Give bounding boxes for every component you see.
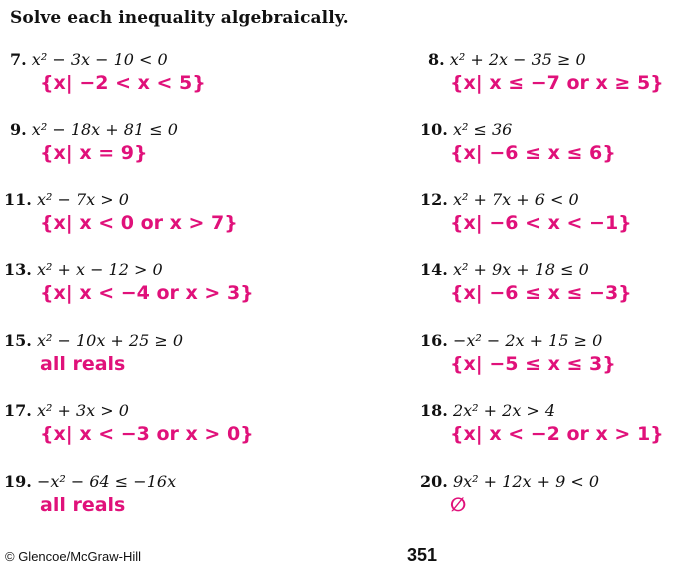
problem-number: 10. [420, 120, 448, 139]
problem-expression: x² + 2x − 35 ≥ 0 [449, 50, 586, 69]
problem-answer: {x| −6 ≤ x ≤ −3} [450, 282, 632, 304]
problem-answer: {x| x ≤ −7 or x ≥ 5} [450, 72, 664, 94]
problem-10 [420, 120, 682, 165]
problem-18 [420, 401, 682, 446]
problem-number: 9. [10, 120, 27, 139]
problem-expression: x² − 10x + 25 ≥ 0 [36, 331, 184, 350]
problem-20 [420, 472, 682, 517]
problem-number: 18. [420, 401, 448, 420]
problem-number: 14. [420, 260, 448, 279]
publisher-credit: © Glencoe/McGraw-Hill [5, 549, 141, 564]
problem-number: 15. [4, 331, 32, 350]
problem-expression: x² − 18x + 81 ≤ 0 [31, 120, 178, 139]
problem-19 [4, 472, 304, 517]
problem-answer: all reals [40, 353, 126, 375]
problem-7 [10, 50, 310, 95]
problem-number: 13. [4, 260, 32, 279]
problem-answer: {x| −2 < x < 5} [40, 72, 206, 94]
problem-expression: 9x² + 12x + 9 < 0 [452, 472, 600, 491]
problem-answer: {x| x < −4 or x > 3} [40, 282, 254, 304]
page-number: 351 [407, 545, 438, 565]
problem-number: 7. [10, 50, 27, 69]
problem-answer: {x| x < 0 or x > 7} [40, 212, 238, 234]
problem-number: 8. [428, 50, 445, 69]
problem-answer: {x| −5 ≤ x ≤ 3} [450, 353, 616, 375]
problem-9 [10, 120, 310, 165]
problem-number: 11. [4, 190, 32, 209]
problem-expression: x² ≤ 36 [452, 120, 513, 139]
problem-number: 12. [420, 190, 448, 209]
problem-14 [420, 260, 682, 305]
problem-11 [4, 190, 304, 235]
problem-expression: x² + 9x + 18 ≤ 0 [452, 260, 589, 279]
problem-expression: −x² − 2x + 15 ≥ 0 [452, 331, 603, 350]
problem-15 [4, 331, 304, 376]
problem-12 [420, 190, 682, 235]
problem-expression: 2x² + 2x > 4 [452, 401, 556, 420]
problem-expression: x² + x − 12 > 0 [36, 260, 163, 279]
problem-answer: {x| x = 9} [40, 142, 148, 164]
problem-expression: −x² − 64 ≤ −16x [36, 472, 177, 491]
problem-16 [420, 331, 682, 376]
page-heading: Solve each inequality algebraically. [10, 8, 349, 28]
problem-expression: x² − 7x > 0 [36, 190, 129, 209]
problem-number: 17. [4, 401, 32, 420]
problem-answer: {x| x < −3 or x > 0} [40, 423, 254, 445]
problem-expression: x² + 7x + 6 < 0 [452, 190, 579, 209]
problem-expression: x² − 3x − 10 < 0 [31, 50, 168, 69]
problem-8 [428, 50, 682, 95]
problem-answer: all reals [40, 494, 126, 516]
problem-number: 19. [4, 472, 32, 491]
problem-answer: {x| −6 < x < −1} [450, 212, 632, 234]
problem-number: 16. [420, 331, 448, 350]
problem-17 [4, 401, 304, 446]
empty-set-symbol: ∅ [450, 494, 467, 516]
problem-13 [4, 260, 304, 305]
problem-number: 20. [420, 472, 448, 491]
problem-answer: {x| x < −2 or x > 1} [450, 423, 664, 445]
problem-answer: {x| −6 ≤ x ≤ 6} [450, 142, 616, 164]
problem-expression: x² + 3x > 0 [36, 401, 129, 420]
